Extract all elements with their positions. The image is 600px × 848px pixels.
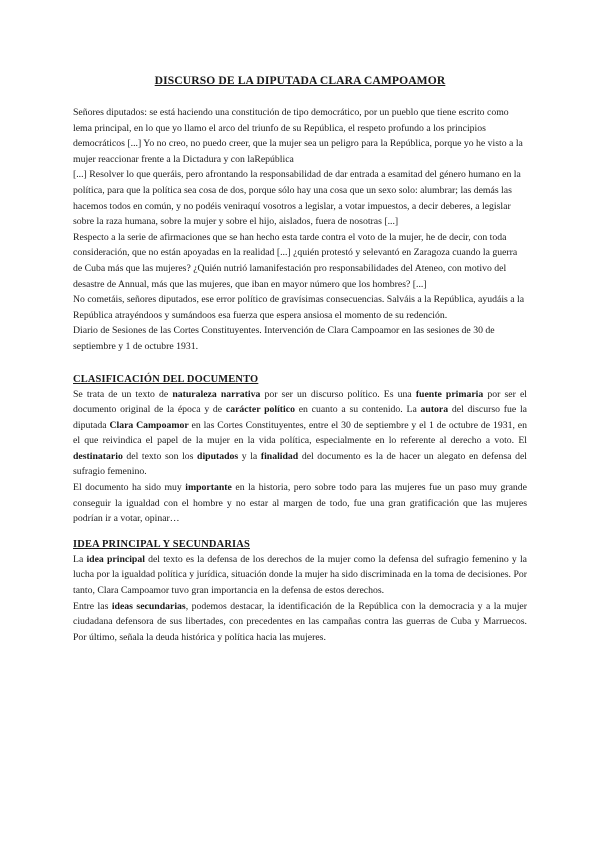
bold-term-recipient: destinatario <box>73 450 123 462</box>
text-run: Se trata de un texto de <box>73 388 173 400</box>
speech-source-citation: Diario de Sesiones de las Cortes Constituyentes. Intervención de Clara Campoamor en las sesiones de 30 de septiembre y 1 de octubre 1931. <box>73 325 495 352</box>
bold-term-main-idea: idea principal <box>86 553 145 565</box>
bold-term-important: importante <box>185 482 232 494</box>
classification-section <box>73 372 527 527</box>
speech-excerpt <box>73 105 527 355</box>
text-run: del documento es la de hacer un alegato en defensa del sufragio femenino. <box>73 450 527 478</box>
text-run: del texto son los <box>122 450 198 462</box>
text-run: por ser el documento original de la época y de <box>73 388 527 416</box>
bold-term-purpose: finalidad <box>260 450 299 462</box>
speech-paragraph-1: Señores diputados: se está haciendo una constitución de tipo democrático, por un pueblo que tiene escrito como lema principal, en lo que yo llamo el arco del triunfo de su República, el respeto profundo a los principios democráticos [...] Yo no creo, no puedo creer, que la mujer sea un peligro para la República, porque yo he visto a la mujer reaccionar frente a la Dictadura y con laRepública <box>73 107 523 165</box>
document-page <box>73 72 527 645</box>
bold-term-author-name: Clara Campoamor <box>109 419 189 431</box>
text-run: del discurso fue la diputada <box>73 404 527 431</box>
ideas-paragraph-1 <box>73 552 527 599</box>
text-run: , podemos destacar, la identificación de la República con la democracia y a la mujer ciudadana defensora de sus libertades, con precedentes en las campañas contra las guerras de Cuba y Marruecos. Por último, señala la deuda histórica y política hacia las mujeres. <box>73 600 527 643</box>
text-run: La <box>73 553 87 565</box>
ideas-heading: IDEA PRINCIPAL Y SECUNDARIAS <box>73 538 250 550</box>
bold-term-secondary-ideas: ideas secundarias <box>111 600 186 612</box>
classification-heading: CLASIFICACIÓN DEL DOCUMENTO <box>73 373 259 385</box>
speech-paragraph-3: Respecto a la serie de afirmaciones que se han hecho esta tarde contra el voto de la mujer, he de decir, con toda consideración, que no están apoyadas en la realidad [...] ¿quién protestó y selevantó en Zaragoza cuando la guerra de Cuba más que las mujeres? ¿Quién nutrió lamanifestación pro responsabilidades del Ateneo, con motivo del desastre de Annual, más que las mujeres, que iban en mayor número que los hombres? [...] <box>73 231 518 290</box>
text-run: en las Cortes Constituyentes, entre el 30 de septiembre y el 1 de octubre de 1931, en el que reivindica el papel de la mujer en la vida política, especialmente en lo referente al derecho a voto. El <box>73 419 527 447</box>
text-run: del texto es la defensa de los derechos de la mujer como la defensa del sufragio femenino y la lucha por la igualdad política y jurídica, situación donde la mujer ha sido discriminada en la toma de decisiones. Por tanto, Clara Campoamor tuvo gran importancia en la defensa de estos derechos. <box>73 553 527 597</box>
ideas-paragraph-2 <box>73 599 527 646</box>
bold-term-author: autora <box>420 404 449 416</box>
bold-term-source-type: fuente primaria <box>415 388 484 400</box>
text-run: El documento ha sido muy <box>73 482 186 494</box>
text-run: Entre las <box>73 600 112 612</box>
bold-term-deputies: diputados <box>197 450 239 462</box>
ideas-section <box>73 537 527 646</box>
classification-paragraph-2 <box>73 480 527 527</box>
speech-paragraph-4: No cometáis, señores diputados, ese error político de gravísimas consecuencias. Salváis a la República, ayudáis a la República atrayéndoos y sumándoos esa fuerza que espera ansiosa el momento de su redención. <box>73 294 525 321</box>
classification-paragraph-1 <box>73 387 527 481</box>
speech-paragraph-2: [...] Resolver lo que queráis, pero afrontando la responsabilidad de dar entrada a esamitad del género humano en la política, para que la política sea cosa de dos, porque sólo hay una cosa que un sexo solo: alumbrar; las demás las hacemos todos en común, y no podéis veniraquí vosotros a legislar, a votar impuestos, a decir deberes, a legislar sobre la raza humana, sobre la mujer y sobre el hijo, aislados, fuera de nosotras [...] <box>73 169 521 228</box>
text-run: en cuanto a su contenido. La <box>294 404 421 416</box>
text-run: en la historia, pero sobre todo para las mujeres fue un paso muy grande conseguir la igualdad con el hombre y no estar al margen de todo, fue una gran gratificación que las mujeres podrían ir a votar, opinar… <box>73 482 527 525</box>
document-title: DISCURSO DE LA DIPUTADA CLARA CAMPOAMOR <box>154 74 446 87</box>
bold-term-character: carácter político <box>225 404 295 416</box>
text-run: por ser un discurso político. Es una <box>260 388 416 400</box>
text-run: y la <box>238 450 261 462</box>
bold-term-nature: naturaleza narrativa <box>172 388 261 400</box>
